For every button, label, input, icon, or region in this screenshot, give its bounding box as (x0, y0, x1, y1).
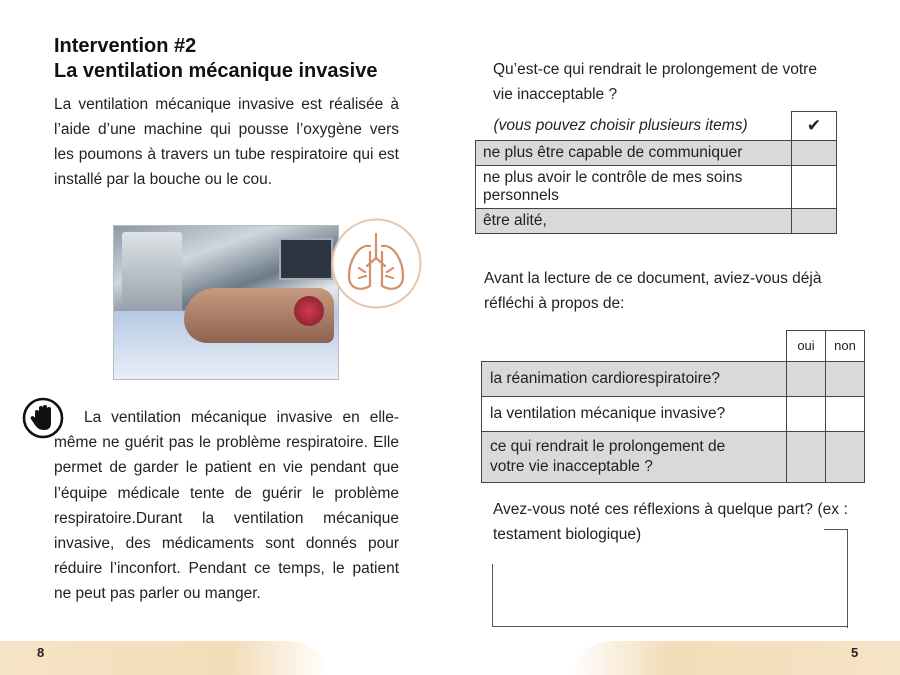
table-row (482, 431, 865, 482)
table-header-row (476, 112, 837, 141)
item-checkbox[interactable] (792, 165, 837, 208)
lungs-icon (329, 216, 424, 311)
item-label: être alité, (476, 208, 792, 233)
question-1-hint: (vous pouvez choisir plusieurs items) (493, 116, 748, 134)
item-checkbox[interactable] (792, 208, 837, 233)
table-row (476, 140, 837, 165)
table-row (476, 165, 837, 208)
prior-reflection-table (481, 330, 865, 483)
topic-label: la réanimation cardiorespiratoire? (482, 361, 787, 396)
title-line-2: La ventilation mécanique invasive (54, 60, 378, 82)
col-oui: oui (787, 331, 826, 362)
item-label: ne plus avoir le contrôle de mes soins personnels (476, 165, 792, 208)
question-1: Qu’est-ce qui rendrait le prolongement de votre vie inacceptable ? (493, 61, 817, 103)
page-number-left: 8 (37, 645, 45, 660)
intro-paragraph: La ventilation mécanique invasive est réalisée à l’aide d’une machine qui pousse l’oxygène vers les poumons à travers un tube respiratoire qui est installé par la bouche ou le cou. (54, 96, 399, 188)
page-number-right: 5 (851, 645, 859, 660)
question-3: Avez-vous noté ces réflexions à quelque part? (ex : testament biologique) (493, 501, 848, 543)
topic-label: ce qui rendrait le prolongement de votre vie inacceptable ? (482, 431, 787, 482)
table-header-row (482, 331, 865, 362)
oui-checkbox[interactable] (787, 361, 826, 396)
check-mark-header: ✔ (792, 112, 837, 141)
non-checkbox[interactable] (826, 361, 865, 396)
non-checkbox[interactable] (826, 396, 865, 431)
footer-band-left (0, 641, 340, 675)
section-title (54, 34, 377, 84)
table-row (476, 208, 837, 233)
patient-photo (113, 225, 339, 380)
table-row (482, 361, 865, 396)
non-checkbox[interactable] (826, 431, 865, 482)
oui-checkbox[interactable] (787, 431, 826, 482)
item-checkbox[interactable] (792, 140, 837, 165)
topic-label: la ventilation mécanique invasive? (482, 396, 787, 431)
title-line-1: Intervention #2 (54, 35, 197, 57)
warning-paragraph: La ventilation mécanique invasive en elle-même ne guérit pas le problème respiratoire. Elle permet de garder le patient en vie pendant que l’équipe médicale tente de guérir le problème respiratoire.Durant la ventilation mécanique invasive, des médicaments sont donnés pour réduire l’inconfort. Pendant ce temps, le patient ne peut pas parler ou manger. (54, 409, 399, 603)
answer-box[interactable] (492, 564, 848, 627)
oui-checkbox[interactable] (787, 396, 826, 431)
question-2: Avant la lecture de ce document, aviez-vous déjà réfléchi à propos de: (484, 270, 822, 312)
footer-band-right (560, 641, 900, 675)
col-non: non (826, 331, 865, 362)
item-label: ne plus être capable de communiquer (476, 140, 792, 165)
unacceptable-items-table (475, 111, 837, 234)
table-row (482, 396, 865, 431)
